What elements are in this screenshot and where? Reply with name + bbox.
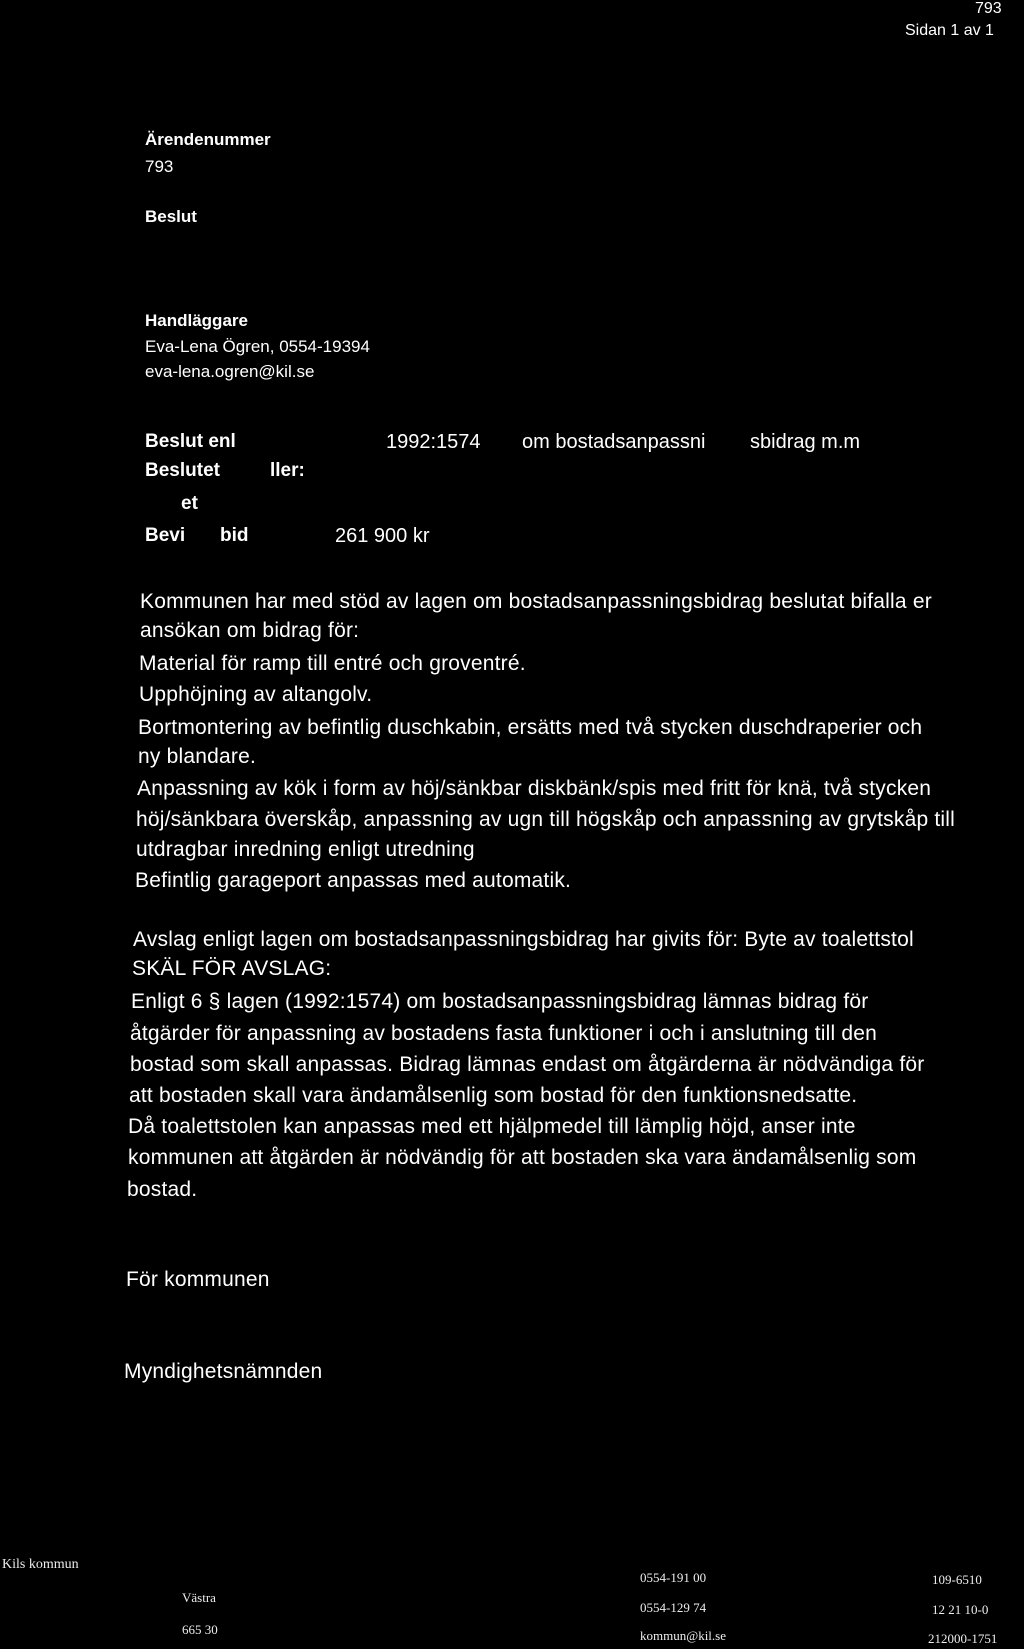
- body-line: ny blandare.: [138, 745, 256, 768]
- footer-org: Kils kommun: [2, 1557, 79, 1572]
- signature-for-label: För kommunen: [126, 1268, 270, 1291]
- body-line: Enligt 6 § lagen (1992:1574) om bostadsanpassningsbidrag lämnas bidrag för: [131, 990, 869, 1013]
- case-number: 793: [145, 157, 174, 176]
- granted-amount: 261 900 kr: [335, 525, 430, 547]
- body-line: Anpassning av kök i form av höj/sänkbar diskbänk/spis med fritt för knä, två stycken: [137, 777, 932, 800]
- decision-basis-law: 1992:1574: [386, 431, 481, 453]
- decision-applies-label: Beslutet: [145, 460, 220, 481]
- body-line: Då toalettstolen kan anpassas med ett hjälpmedel till lämplig höjd, anser inte: [128, 1115, 856, 1138]
- body-line: Bortmontering av befintlig duschkabin, ersätts med två stycken duschdraperier och: [138, 716, 923, 739]
- body-line: att bostaden skall vara ändamålsenlig som bostad för den funktionsnedsatte.: [129, 1084, 858, 1107]
- decision-basis-law-text: om bostadsanpassni: [522, 431, 706, 453]
- case-number-label: Ärendenummer: [145, 130, 271, 149]
- body-line: bostad.: [127, 1178, 198, 1201]
- body-line: ansökan om bidrag för:: [140, 619, 360, 642]
- body-line: höj/sänkbara överskåp, anpassning av ugn till högskåp och anpassning av grytskåp till: [136, 808, 955, 831]
- footer-fax: 0554-129 74: [640, 1600, 707, 1615]
- footer-postcode: 665 30: [182, 1622, 218, 1637]
- decision-basis-law-text-end: sbidrag m.m: [750, 431, 861, 453]
- handler-name-phone: Eva-Lena Ögren, 0554-19394: [145, 337, 370, 356]
- body-line: Material för ramp till entré och groventré.: [139, 652, 526, 675]
- footer-email: kommun@kil.se: [640, 1628, 726, 1643]
- handler-email: eva-lena.ogren@kil.se: [145, 362, 315, 381]
- footer-street: Västra: [182, 1590, 216, 1605]
- footer-org-number: 212000-1751: [928, 1631, 998, 1646]
- decision-applies-label-end: ller:: [270, 460, 305, 481]
- decision-object-label: et: [181, 493, 198, 514]
- footer-account-2: 12 21 10-0: [932, 1602, 989, 1617]
- header-number: 793: [975, 0, 1002, 17]
- granted-amount-label-end: bid: [220, 525, 249, 546]
- handler-label: Handläggare: [145, 311, 248, 330]
- body-line: utdragbar inredning enligt utredning: [136, 838, 475, 861]
- body-line: Kommunen har med stöd av lagen om bostadsanpassningsbidrag beslutat bifalla er: [140, 590, 932, 613]
- body-line: bostad som skall anpassas. Bidrag lämnas endast om åtgärderna är nödvändiga för: [130, 1053, 925, 1076]
- body-line: SKÄL FÖR AVSLAG:: [132, 957, 332, 980]
- decision-basis-label: Beslut enl: [145, 431, 236, 452]
- granted-amount-label: Bevi: [145, 525, 186, 546]
- body-line: Avslag enligt lagen om bostadsanpassningsbidrag har givits för: Byte av toalettstol: [133, 928, 914, 951]
- signature-authority: Myndighetsnämnden: [124, 1360, 323, 1383]
- body-line: Befintlig garageport anpassas med automatik.: [135, 869, 572, 892]
- footer-account: 109-6510: [932, 1572, 982, 1587]
- document-type: Beslut: [145, 207, 197, 226]
- body-line: Upphöjning av altangolv.: [139, 683, 373, 706]
- body-line: kommunen att åtgärden är nödvändig för att bostaden ska vara ändamålsenlig som: [128, 1146, 917, 1169]
- body-line: åtgärder för anpassning av bostadens fasta funktioner i och i anslutning till den: [130, 1022, 877, 1045]
- page-indicator: Sidan 1 av 1: [905, 22, 994, 39]
- footer-phone: 0554-191 00: [640, 1570, 707, 1585]
